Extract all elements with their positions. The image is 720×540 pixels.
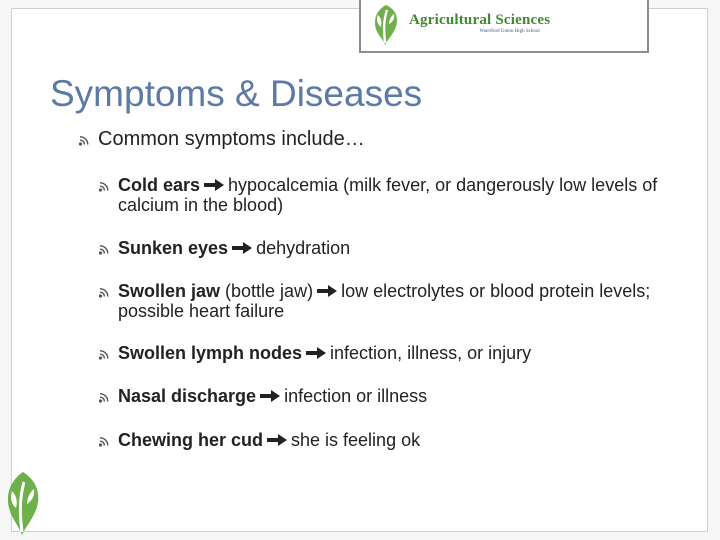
leaf-logo-icon bbox=[369, 2, 403, 46]
corner-leaf-icon bbox=[2, 470, 44, 536]
symptom-result: infection or illness bbox=[284, 386, 428, 406]
wifi-bullet-icon bbox=[98, 348, 112, 360]
right-arrow-icon bbox=[316, 281, 338, 301]
symptom-result: dehydration bbox=[256, 238, 351, 258]
wifi-bullet-icon bbox=[98, 435, 112, 447]
wifi-bullet-icon bbox=[98, 180, 112, 192]
wifi-bullet-icon bbox=[78, 134, 92, 146]
wifi-bullet-icon bbox=[98, 391, 112, 403]
intro-line bbox=[78, 128, 365, 151]
symptom-term: Sunken eyes bbox=[118, 238, 229, 258]
symptom-term: Nasal discharge bbox=[118, 386, 257, 406]
symptom-result: she is feeling ok bbox=[291, 430, 421, 450]
symptom-term: Cold ears bbox=[118, 175, 201, 195]
symptom-result: hypocalcemia (milk fever, or dangerously low levels of calcium in the blood) bbox=[118, 175, 658, 215]
list-item bbox=[98, 281, 678, 321]
wifi-bullet-icon bbox=[98, 243, 112, 255]
right-arrow-icon bbox=[231, 238, 253, 258]
symptom-note: (bottle jaw) bbox=[220, 281, 314, 301]
symptom-term: Swollen jaw bbox=[118, 281, 221, 301]
logo-title: Agricultural Sciences bbox=[409, 12, 551, 28]
logo bbox=[369, 2, 635, 46]
list-item bbox=[98, 175, 678, 215]
right-arrow-icon bbox=[259, 386, 281, 406]
symptom-term: Swollen lymph nodes bbox=[118, 343, 303, 363]
list-item bbox=[98, 238, 678, 258]
logo-subtitle: Waterford Union High School bbox=[479, 29, 540, 34]
symptom-result: low electrolytes or blood protein levels; possible heart failure bbox=[118, 281, 651, 321]
list-item bbox=[98, 343, 678, 363]
list-item bbox=[98, 430, 678, 450]
right-arrow-icon bbox=[203, 175, 225, 195]
page-title: Symptoms & Diseases bbox=[50, 73, 423, 114]
right-arrow-icon bbox=[266, 430, 288, 450]
intro-text: Common symptoms include… bbox=[98, 128, 365, 150]
symptom-term: Chewing her cud bbox=[118, 430, 264, 450]
symptom-result: infection, illness, or injury bbox=[330, 343, 532, 363]
list-item bbox=[98, 386, 678, 406]
right-arrow-icon bbox=[305, 343, 327, 363]
wifi-bullet-icon bbox=[98, 286, 112, 298]
logo-box bbox=[359, 0, 649, 53]
